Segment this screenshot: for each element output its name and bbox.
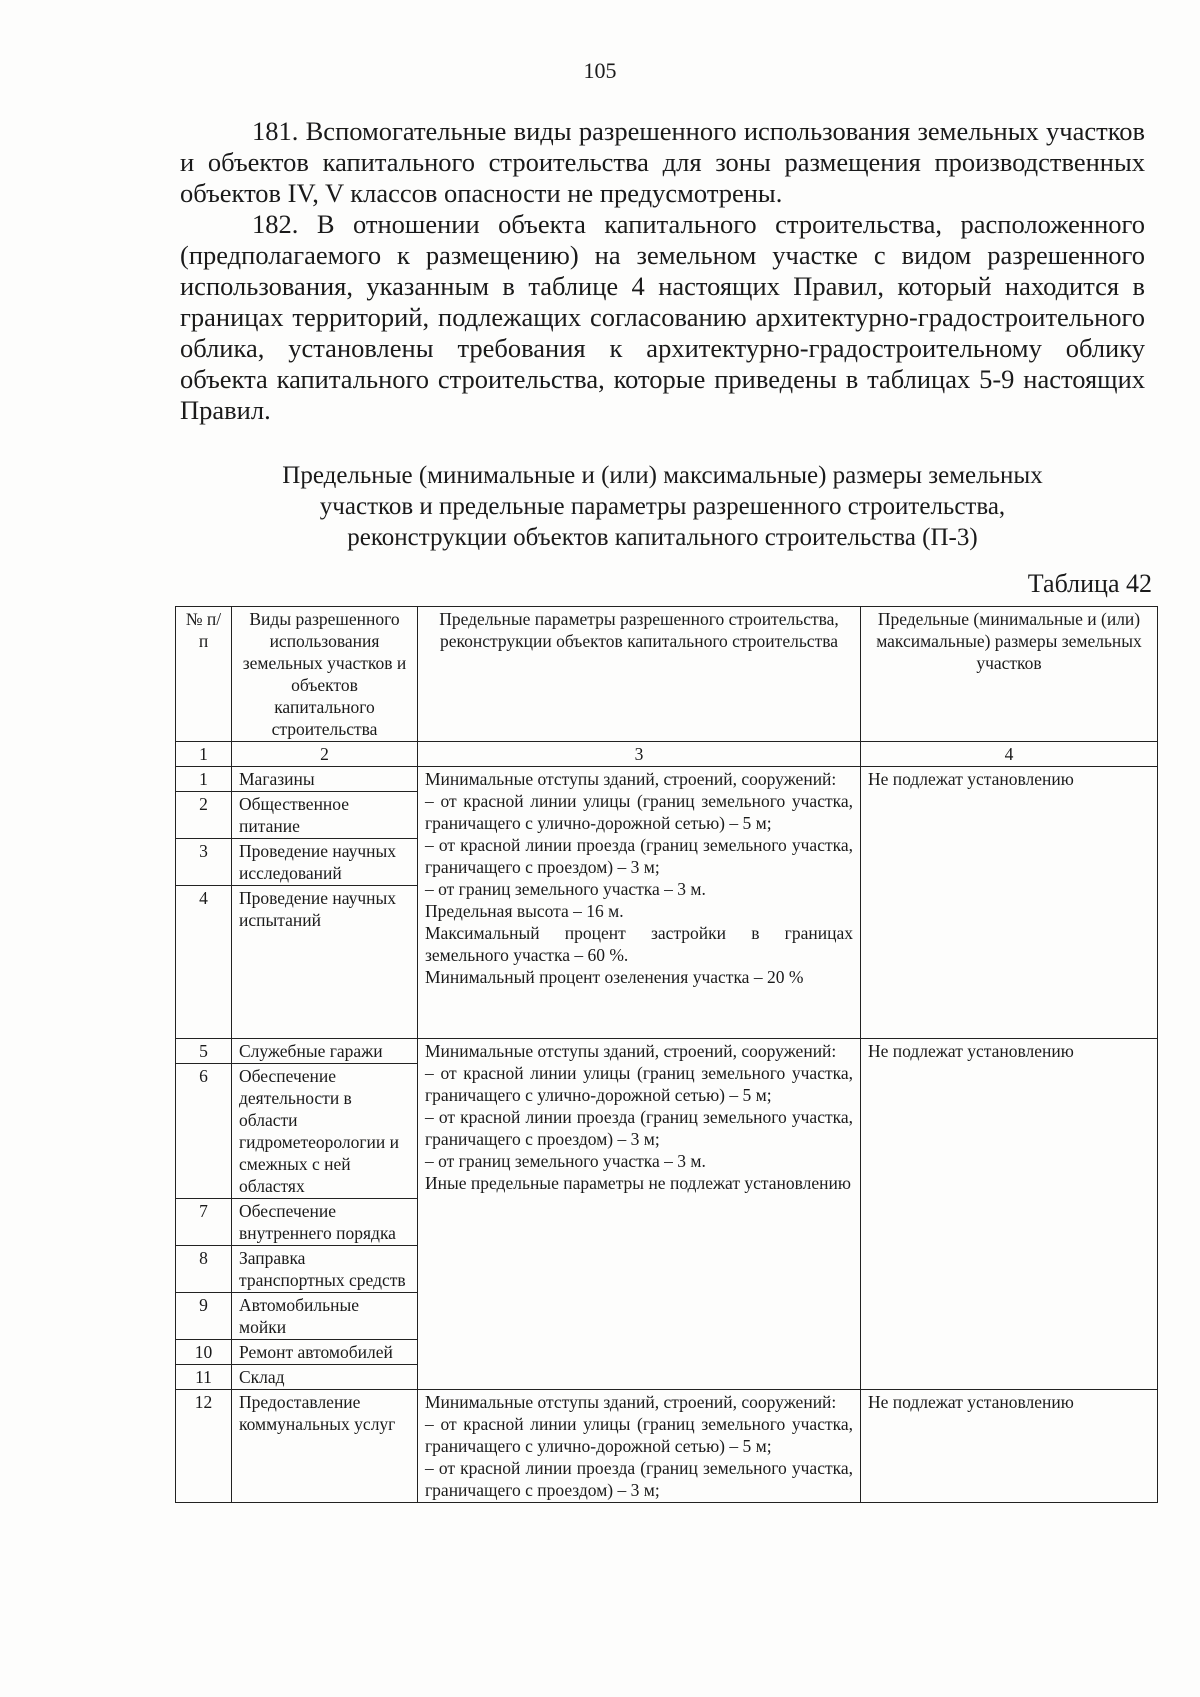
row-type: Служебные гаражи [232, 1039, 418, 1064]
param-line: Максимальный процент застройки в границах земельного участка – 60 %. [425, 923, 853, 965]
row-num: 3 [176, 839, 232, 886]
row-num: 12 [176, 1390, 232, 1503]
param-line: Минимальный процент озеленения участка – 20 % [425, 967, 804, 987]
table-heading-line: реконструкции объектов капитального строительства (П-3) [347, 524, 978, 551]
paragraph-181: 181. Вспомогательные виды разрешенного использования земельных участков и объектов капитального строительства для зоны размещения производственных объектов IV, V классов опасности не предусмотрены. [180, 116, 1145, 208]
row-type: Общественное питание [232, 792, 418, 839]
param-line: Предельная высота – 16 м. [425, 901, 624, 921]
header-type: Виды разрешенного использования земельных участков и объектов капитального строительства [232, 607, 418, 742]
param-line: Минимальные отступы зданий, строений, сооружений: [425, 1041, 837, 1061]
header-num: № п/п [176, 607, 232, 742]
row-num: 6 [176, 1064, 232, 1199]
param-line: – от красной линии проезда (границ земельного участка, граничащего с проездом) – 3 м; [425, 835, 853, 877]
row-type: Заправка транспортных средств [232, 1246, 418, 1293]
row-num: 10 [176, 1340, 232, 1365]
table-heading-line: Предельные (минимальные и (или) максимальные) размеры земельных [282, 462, 1043, 489]
row-num: 4 [176, 886, 232, 1039]
param-line: – от красной линии проезда (границ земельного участка, граничащего с проездом) – 3 м; [425, 1107, 853, 1149]
column-number: 2 [232, 742, 418, 767]
column-number: 1 [176, 742, 232, 767]
table-heading-line: участков и предельные параметры разрешенного строительства, [319, 493, 1006, 520]
row-num: 7 [176, 1199, 232, 1246]
row-type: Магазины [232, 767, 418, 792]
parameters-table [175, 606, 1158, 1503]
row-type: Склад [232, 1365, 418, 1390]
row-type: Обеспечение внутреннего порядка [232, 1199, 418, 1246]
param-line: – от красной линии улицы (границ земельного участка, граничащего с улично-дорожной сетью) – 5 м; [425, 1414, 853, 1456]
table-label: Таблица 42 [1027, 569, 1152, 598]
column-number-row [176, 742, 1158, 767]
param-line: Минимальные отступы зданий, строений, сооружений: [425, 769, 837, 789]
row-num: 5 [176, 1039, 232, 1064]
header-params: Предельные параметры разрешенного строительства, реконструкции объектов капитального строительства [418, 607, 861, 742]
header-sizes: Предельные (минимальные и (или) максимальные) размеры земельных участков [861, 607, 1158, 742]
row-params [418, 1390, 861, 1503]
param-line: – от красной линии проезда (границ земельного участка, граничащего с проездом) – 3 м; [425, 1458, 853, 1500]
param-line: – от границ земельного участка – 3 м. [425, 879, 706, 899]
row-params [418, 767, 861, 1039]
row-sizes: Не подлежат установлению [861, 767, 1158, 1039]
param-line: – от красной линии улицы (границ земельного участка, граничащего с улично-дорожной сетью) – 5 м; [425, 1063, 853, 1105]
row-type: Автомобильные мойки [232, 1293, 418, 1340]
table-row [176, 1039, 1158, 1064]
row-num: 11 [176, 1365, 232, 1390]
table-row [176, 767, 1158, 792]
page-number: 105 [583, 58, 617, 83]
row-num: 9 [176, 1293, 232, 1340]
row-type: Ремонт автомобилей [232, 1340, 418, 1365]
param-line: Минимальные отступы зданий, строений, сооружений: [425, 1392, 837, 1412]
table-header-row [176, 607, 1158, 742]
paragraph-182: 182. В отношении объекта капитального строительства, расположенного (предполагаемого к размещению) на земельном участке с видом разрешенного использования, указанным в таблице 4 настоящих Правил, который находится в границах территорий, подлежащих согласованию архитектурно-градостроительного облика, установлены требования к архитектурно-градостроительному облику объекта капитального строительства, которые приведены в таблицах 5-9 настоящих Правил. [180, 209, 1145, 425]
row-num: 8 [176, 1246, 232, 1293]
column-number: 3 [418, 742, 861, 767]
table-heading [180, 460, 1145, 553]
param-line: – от красной линии улицы (границ земельного участка, граничащего с улично-дорожной сетью) – 5 м; [425, 791, 853, 833]
param-line: – от границ земельного участка – 3 м. [425, 1151, 706, 1171]
row-num: 2 [176, 792, 232, 839]
row-sizes: Не подлежат установлению [861, 1039, 1158, 1390]
row-num: 1 [176, 767, 232, 792]
row-type: Предоставление коммунальных услуг [232, 1390, 418, 1503]
row-type: Обеспечение деятельности в области гидрометеорологии и смежных с ней областях [232, 1064, 418, 1199]
param-line: Иные предельные параметры не подлежат установлению [425, 1173, 851, 1193]
row-params [418, 1039, 861, 1390]
row-type: Проведение научных испытаний [232, 886, 418, 1039]
row-type: Проведение научных исследований [232, 839, 418, 886]
column-number: 4 [861, 742, 1158, 767]
table-row [176, 1390, 1158, 1503]
row-sizes: Не подлежат установлению [861, 1390, 1158, 1503]
